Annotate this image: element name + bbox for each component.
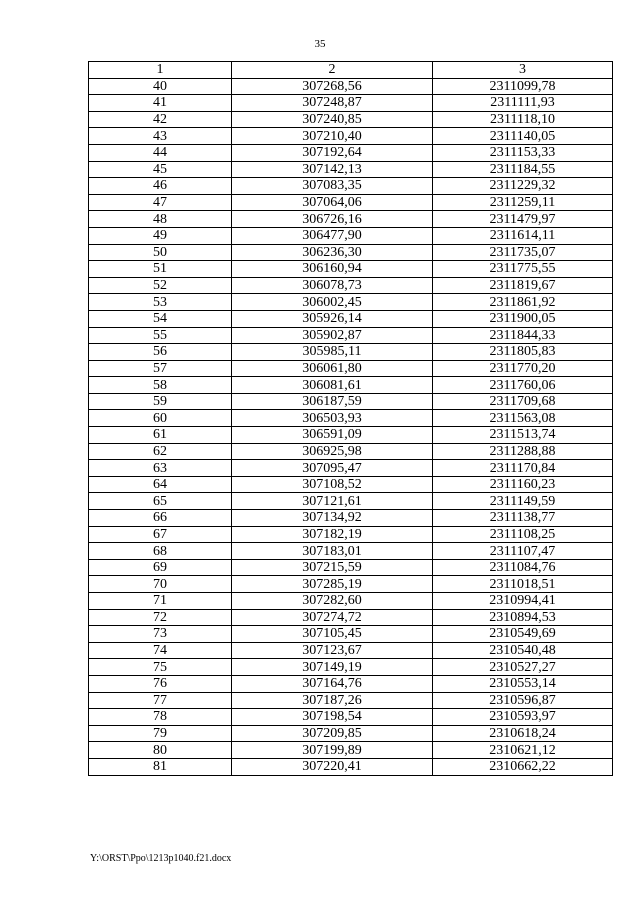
cell-y-coordinate: 2311107,47 xyxy=(433,543,613,560)
cell-x-coordinate: 307210,40 xyxy=(232,128,433,145)
cell-y-coordinate: 2310527,27 xyxy=(433,659,613,676)
cell-x-coordinate: 307187,26 xyxy=(232,692,433,709)
footer-file-path: Y:\ORST\Ppo\1213p1040.f21.docx xyxy=(90,853,232,864)
cell-x-coordinate: 306925,98 xyxy=(232,443,433,460)
cell-x-coordinate: 307064,06 xyxy=(232,194,433,211)
cell-y-coordinate: 2311735,07 xyxy=(433,244,613,261)
cell-x-coordinate: 305902,87 xyxy=(232,327,433,344)
cell-x-coordinate: 307105,45 xyxy=(232,626,433,643)
cell-y-coordinate: 2311184,55 xyxy=(433,161,613,178)
table-row xyxy=(89,593,613,610)
cell-point-number: 68 xyxy=(89,543,232,560)
cell-x-coordinate: 306160,94 xyxy=(232,261,433,278)
cell-point-number: 43 xyxy=(89,128,232,145)
table-row xyxy=(89,95,613,112)
cell-y-coordinate: 2311138,77 xyxy=(433,510,613,527)
table-row xyxy=(89,510,613,527)
table-row xyxy=(89,261,613,278)
cell-y-coordinate: 2311018,51 xyxy=(433,576,613,593)
cell-point-number: 71 xyxy=(89,593,232,610)
cell-point-number: 66 xyxy=(89,510,232,527)
table-row xyxy=(89,460,613,477)
cell-point-number: 42 xyxy=(89,111,232,128)
table-row xyxy=(89,642,613,659)
cell-point-number: 41 xyxy=(89,95,232,112)
cell-x-coordinate: 307274,72 xyxy=(232,609,433,626)
cell-y-coordinate: 2311775,55 xyxy=(433,261,613,278)
cell-point-number: 72 xyxy=(89,609,232,626)
table-row xyxy=(89,393,613,410)
cell-x-coordinate: 307142,13 xyxy=(232,161,433,178)
table-row xyxy=(89,725,613,742)
table-row xyxy=(89,178,613,195)
cell-y-coordinate: 2311563,08 xyxy=(433,410,613,427)
cell-y-coordinate: 2311170,84 xyxy=(433,460,613,477)
page-number: 35 xyxy=(314,38,326,50)
table-row xyxy=(89,526,613,543)
cell-x-coordinate: 307083,35 xyxy=(232,178,433,195)
table-row xyxy=(89,360,613,377)
table-row xyxy=(89,111,613,128)
table-row xyxy=(89,410,613,427)
table-row xyxy=(89,559,613,576)
cell-point-number: 64 xyxy=(89,476,232,493)
cell-point-number: 67 xyxy=(89,526,232,543)
table-row xyxy=(89,128,613,145)
column-header-x-coordinate: 2 xyxy=(232,62,433,79)
cell-point-number: 77 xyxy=(89,692,232,709)
cell-x-coordinate: 306726,16 xyxy=(232,211,433,228)
table-row xyxy=(89,310,613,327)
column-header-point-number: 1 xyxy=(89,62,232,79)
cell-y-coordinate: 2311084,76 xyxy=(433,559,613,576)
cell-x-coordinate: 306061,80 xyxy=(232,360,433,377)
cell-y-coordinate: 2311118,10 xyxy=(433,111,613,128)
cell-x-coordinate: 306503,93 xyxy=(232,410,433,427)
cell-point-number: 45 xyxy=(89,161,232,178)
cell-point-number: 46 xyxy=(89,178,232,195)
cell-y-coordinate: 2311229,32 xyxy=(433,178,613,195)
table-row xyxy=(89,161,613,178)
table-row xyxy=(89,742,613,759)
cell-point-number: 73 xyxy=(89,626,232,643)
cell-y-coordinate: 2311153,33 xyxy=(433,144,613,161)
cell-x-coordinate: 307164,76 xyxy=(232,675,433,692)
cell-y-coordinate: 2310621,12 xyxy=(433,742,613,759)
cell-point-number: 49 xyxy=(89,227,232,244)
cell-x-coordinate: 307192,64 xyxy=(232,144,433,161)
cell-point-number: 69 xyxy=(89,559,232,576)
cell-y-coordinate: 2311111,93 xyxy=(433,95,613,112)
cell-y-coordinate: 2311160,23 xyxy=(433,476,613,493)
cell-x-coordinate: 307182,19 xyxy=(232,526,433,543)
cell-y-coordinate: 2310540,48 xyxy=(433,642,613,659)
cell-x-coordinate: 306081,61 xyxy=(232,377,433,394)
cell-x-coordinate: 307149,19 xyxy=(232,659,433,676)
table-row xyxy=(89,758,613,775)
table-row xyxy=(89,626,613,643)
cell-y-coordinate: 2311805,83 xyxy=(433,344,613,361)
cell-point-number: 79 xyxy=(89,725,232,742)
cell-x-coordinate: 305926,14 xyxy=(232,310,433,327)
cell-point-number: 50 xyxy=(89,244,232,261)
cell-x-coordinate: 307240,85 xyxy=(232,111,433,128)
cell-point-number: 54 xyxy=(89,310,232,327)
cell-point-number: 70 xyxy=(89,576,232,593)
table-row xyxy=(89,327,613,344)
cell-y-coordinate: 2311819,67 xyxy=(433,277,613,294)
cell-point-number: 63 xyxy=(89,460,232,477)
cell-x-coordinate: 307095,47 xyxy=(232,460,433,477)
table-row xyxy=(89,675,613,692)
cell-point-number: 80 xyxy=(89,742,232,759)
cell-y-coordinate: 2311760,06 xyxy=(433,377,613,394)
cell-x-coordinate: 307199,89 xyxy=(232,742,433,759)
cell-y-coordinate: 2311513,74 xyxy=(433,427,613,444)
table-row xyxy=(89,294,613,311)
table-header xyxy=(89,62,613,79)
cell-x-coordinate: 307268,56 xyxy=(232,78,433,95)
table-row xyxy=(89,576,613,593)
cell-x-coordinate: 306591,09 xyxy=(232,427,433,444)
cell-x-coordinate: 307220,41 xyxy=(232,758,433,775)
cell-y-coordinate: 2311614,11 xyxy=(433,227,613,244)
cell-y-coordinate: 2311149,59 xyxy=(433,493,613,510)
cell-point-number: 55 xyxy=(89,327,232,344)
cell-point-number: 52 xyxy=(89,277,232,294)
cell-point-number: 62 xyxy=(89,443,232,460)
cell-y-coordinate: 2311108,25 xyxy=(433,526,613,543)
cell-point-number: 76 xyxy=(89,675,232,692)
cell-x-coordinate: 306236,30 xyxy=(232,244,433,261)
cell-y-coordinate: 2310593,97 xyxy=(433,709,613,726)
cell-x-coordinate: 307282,60 xyxy=(232,593,433,610)
table-row xyxy=(89,476,613,493)
table-row xyxy=(89,427,613,444)
table-row xyxy=(89,78,613,95)
cell-y-coordinate: 2310994,41 xyxy=(433,593,613,610)
cell-point-number: 60 xyxy=(89,410,232,427)
table-row xyxy=(89,692,613,709)
table-row xyxy=(89,543,613,560)
cell-y-coordinate: 2311861,92 xyxy=(433,294,613,311)
cell-x-coordinate: 307108,52 xyxy=(232,476,433,493)
cell-x-coordinate: 307209,85 xyxy=(232,725,433,742)
cell-x-coordinate: 306078,73 xyxy=(232,277,433,294)
cell-y-coordinate: 2311900,05 xyxy=(433,310,613,327)
cell-point-number: 48 xyxy=(89,211,232,228)
cell-x-coordinate: 306187,59 xyxy=(232,393,433,410)
table-row xyxy=(89,344,613,361)
table-row xyxy=(89,211,613,228)
table-body xyxy=(89,78,613,775)
cell-y-coordinate: 2311140,05 xyxy=(433,128,613,145)
cell-y-coordinate: 2310662,22 xyxy=(433,758,613,775)
cell-point-number: 65 xyxy=(89,493,232,510)
cell-y-coordinate: 2311844,33 xyxy=(433,327,613,344)
cell-x-coordinate: 307134,92 xyxy=(232,510,433,527)
cell-point-number: 47 xyxy=(89,194,232,211)
cell-x-coordinate: 306477,90 xyxy=(232,227,433,244)
cell-point-number: 59 xyxy=(89,393,232,410)
cell-x-coordinate: 307215,59 xyxy=(232,559,433,576)
cell-point-number: 44 xyxy=(89,144,232,161)
cell-point-number: 51 xyxy=(89,261,232,278)
cell-x-coordinate: 306002,45 xyxy=(232,294,433,311)
cell-point-number: 40 xyxy=(89,78,232,95)
cell-x-coordinate: 307183,01 xyxy=(232,543,433,560)
cell-y-coordinate: 2311288,88 xyxy=(433,443,613,460)
cell-y-coordinate: 2311770,20 xyxy=(433,360,613,377)
cell-point-number: 53 xyxy=(89,294,232,311)
cell-point-number: 81 xyxy=(89,758,232,775)
table-row xyxy=(89,709,613,726)
cell-y-coordinate: 2311709,68 xyxy=(433,393,613,410)
table-row xyxy=(89,144,613,161)
table-row xyxy=(89,443,613,460)
table-row xyxy=(89,194,613,211)
cell-point-number: 75 xyxy=(89,659,232,676)
cell-y-coordinate: 2311099,78 xyxy=(433,78,613,95)
table-row xyxy=(89,493,613,510)
table-row xyxy=(89,227,613,244)
cell-point-number: 56 xyxy=(89,344,232,361)
table-row xyxy=(89,609,613,626)
cell-x-coordinate: 307121,61 xyxy=(232,493,433,510)
cell-point-number: 78 xyxy=(89,709,232,726)
cell-y-coordinate: 2311259,11 xyxy=(433,194,613,211)
cell-point-number: 74 xyxy=(89,642,232,659)
cell-y-coordinate: 2310549,69 xyxy=(433,626,613,643)
cell-point-number: 61 xyxy=(89,427,232,444)
cell-x-coordinate: 305985,11 xyxy=(232,344,433,361)
cell-y-coordinate: 2310894,53 xyxy=(433,609,613,626)
cell-x-coordinate: 307123,67 xyxy=(232,642,433,659)
table-row xyxy=(89,377,613,394)
cell-x-coordinate: 307248,87 xyxy=(232,95,433,112)
cell-y-coordinate: 2310618,24 xyxy=(433,725,613,742)
cell-y-coordinate: 2310596,87 xyxy=(433,692,613,709)
cell-point-number: 58 xyxy=(89,377,232,394)
cell-y-coordinate: 2311479,97 xyxy=(433,211,613,228)
cell-x-coordinate: 307285,19 xyxy=(232,576,433,593)
cell-y-coordinate: 2310553,14 xyxy=(433,675,613,692)
cell-x-coordinate: 307198,54 xyxy=(232,709,433,726)
table-header-row xyxy=(89,62,613,79)
table-row xyxy=(89,244,613,261)
column-header-y-coordinate: 3 xyxy=(433,62,613,79)
cell-point-number: 57 xyxy=(89,360,232,377)
table-row xyxy=(89,277,613,294)
coordinates-table xyxy=(88,61,613,776)
table-row xyxy=(89,659,613,676)
